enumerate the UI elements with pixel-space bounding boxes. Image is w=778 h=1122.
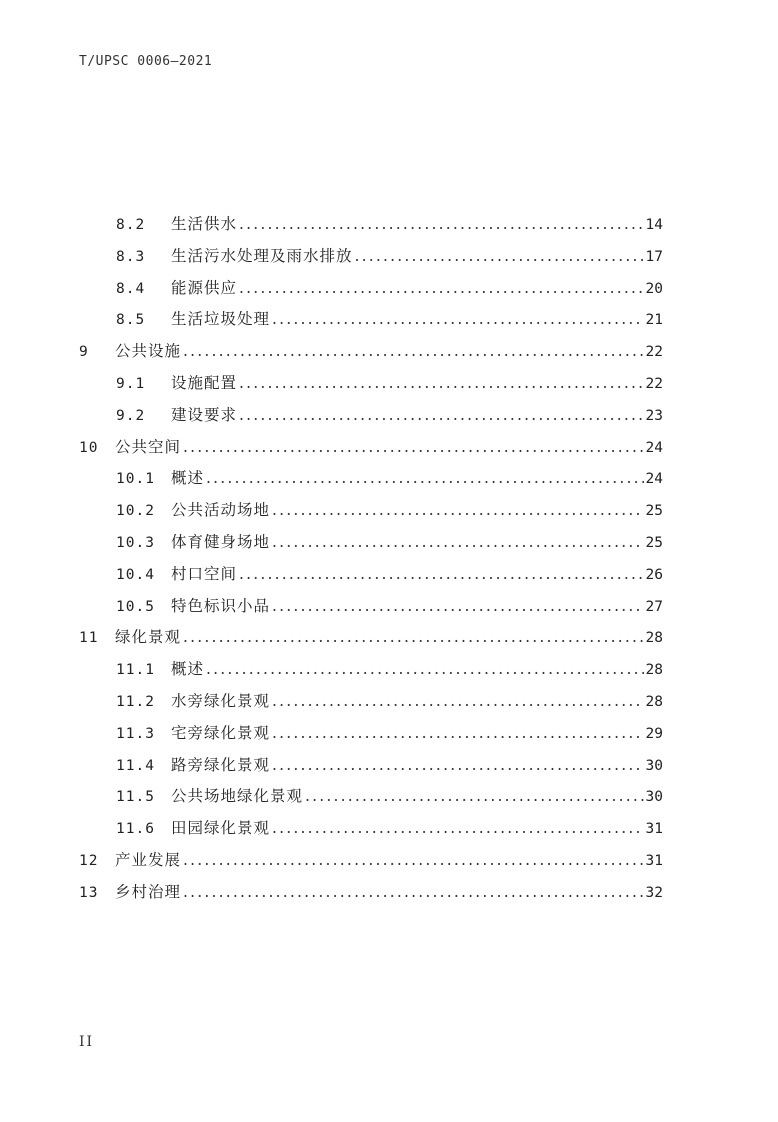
- toc-entry-number: 9: [79, 344, 89, 361]
- table-of-contents: [79, 209, 663, 909]
- toc-entry-title: 绿化景观: [115, 628, 182, 647]
- toc-entry-title: 乡村治理: [115, 882, 182, 901]
- toc-entry-number: 9.1: [116, 375, 146, 392]
- toc-dot-leader: [206, 654, 644, 686]
- toc-entry-page: 30: [645, 789, 663, 806]
- toc-entry[interactable]: [79, 718, 663, 750]
- toc-entry-title: 宅旁绿化景观: [171, 723, 271, 742]
- toc-entry-title: 路旁绿化景观: [171, 755, 271, 774]
- toc-entry-page: 28: [645, 693, 663, 710]
- toc-entry-title: 公共空间: [115, 437, 182, 456]
- toc-entry-page: 31: [645, 821, 663, 838]
- toc-entry-title: 建设要求: [171, 405, 238, 424]
- toc-dot-leader: [272, 304, 644, 336]
- toc-entry-title: 生活供水: [171, 215, 238, 233]
- toc-dot-leader: [305, 781, 644, 813]
- toc-dot-leader: [239, 400, 644, 432]
- toc-entry-number: 11.4: [116, 757, 155, 774]
- toc-dot-leader: [183, 622, 644, 654]
- toc-entry-title: 设施配置: [171, 373, 238, 392]
- toc-entry-number: 11.6: [116, 821, 155, 838]
- page-number: II: [79, 1034, 95, 1050]
- toc-entry-title: 公共活动场地: [171, 501, 271, 520]
- toc-entry[interactable]: [79, 368, 663, 400]
- toc-entry-number: 10.1: [116, 471, 155, 488]
- toc-entry-page: 32: [645, 884, 663, 901]
- toc-entry[interactable]: [79, 209, 663, 241]
- toc-entry-page: 17: [645, 248, 663, 265]
- toc-entry-number: 9.2: [116, 407, 146, 424]
- toc-entry-number: 11.1: [116, 662, 155, 679]
- toc-entry-page: 31: [645, 852, 663, 869]
- toc-entry-title: 田园绿化景观: [171, 819, 271, 838]
- toc-entry-title: 概述: [171, 660, 205, 679]
- toc-dot-leader: [239, 368, 644, 400]
- toc-entry-title: 产业发展: [115, 850, 182, 869]
- toc-dot-leader: [355, 241, 644, 273]
- toc-entry-number: 13: [79, 884, 99, 901]
- toc-entry-page: 25: [645, 534, 663, 551]
- toc-entry[interactable]: [79, 400, 663, 432]
- toc-entry[interactable]: [79, 559, 663, 591]
- toc-dot-leader: [239, 273, 644, 305]
- toc-entry-number: 12: [79, 852, 99, 869]
- toc-entry[interactable]: [79, 591, 663, 623]
- toc-entry-number: 8.4: [116, 280, 146, 297]
- toc-entry-number: 10.3: [116, 534, 155, 551]
- toc-dot-leader: [272, 750, 644, 782]
- toc-entry[interactable]: [79, 686, 663, 718]
- toc-entry-title: 概述: [171, 469, 205, 488]
- toc-entry-page: 26: [645, 566, 663, 583]
- toc-entry[interactable]: [79, 304, 663, 336]
- toc-entry-number: 10: [79, 439, 99, 456]
- toc-entry-page: 14: [645, 217, 663, 233]
- toc-entry-title: 水旁绿化景观: [171, 691, 271, 710]
- toc-entry-number: 11.5: [116, 789, 155, 806]
- toc-entry-title: 生活污水处理及雨水排放: [171, 246, 353, 265]
- toc-entry-page: 29: [645, 725, 663, 742]
- toc-entry[interactable]: [79, 336, 663, 368]
- toc-entry-page: 23: [645, 407, 663, 424]
- toc-entry-page: 20: [645, 280, 663, 297]
- toc-entry-number: 11.3: [116, 725, 155, 742]
- toc-entry-title: 能源供应: [171, 278, 238, 297]
- toc-entry-title: 村口空间: [171, 564, 238, 583]
- toc-entry-title: 公共场地绿化景观: [171, 787, 304, 806]
- toc-entry-title: 公共设施: [115, 342, 182, 361]
- toc-entry-page: 30: [645, 757, 663, 774]
- toc-entry-number: 11.2: [116, 693, 155, 710]
- toc-entry-number: 8.3: [116, 248, 146, 265]
- toc-entry[interactable]: [79, 527, 663, 559]
- toc-dot-leader: [183, 336, 644, 368]
- toc-entry[interactable]: [79, 273, 663, 305]
- toc-entry-page: 28: [645, 630, 663, 647]
- toc-entry[interactable]: [79, 654, 663, 686]
- toc-entry-page: 22: [645, 375, 663, 392]
- toc-entry[interactable]: [79, 622, 663, 654]
- toc-dot-leader: [272, 718, 644, 750]
- toc-entry-number: 8.2: [116, 217, 146, 233]
- toc-entry[interactable]: [79, 241, 663, 273]
- toc-dot-leader: [272, 686, 644, 718]
- toc-entry-number: 10.5: [116, 598, 155, 615]
- toc-entry-page: 22: [645, 344, 663, 361]
- toc-dot-leader: [272, 527, 644, 559]
- toc-entry-title: 体育健身场地: [171, 532, 271, 551]
- toc-entry[interactable]: [79, 813, 663, 845]
- toc-entry[interactable]: [79, 781, 663, 813]
- toc-dot-leader: [272, 813, 644, 845]
- toc-dot-leader: [183, 845, 644, 877]
- toc-entry-page: 21: [645, 312, 663, 329]
- toc-entry-page: 24: [645, 471, 663, 488]
- toc-entry[interactable]: [79, 432, 663, 464]
- toc-dot-leader: [272, 495, 644, 527]
- toc-entry-page: 24: [645, 439, 663, 456]
- toc-dot-leader: [239, 209, 644, 241]
- toc-dot-leader: [272, 591, 644, 623]
- toc-entry[interactable]: [79, 877, 663, 909]
- toc-dot-leader: [206, 463, 644, 495]
- toc-dot-leader: [239, 559, 644, 591]
- toc-dot-leader: [183, 877, 644, 909]
- toc-entry[interactable]: [79, 463, 663, 495]
- toc-entry[interactable]: [79, 495, 663, 527]
- document-code: T/UPSC 0006—2021: [79, 54, 213, 69]
- toc-entry[interactable]: [79, 750, 663, 782]
- toc-entry-number: 8.5: [116, 312, 146, 329]
- toc-entry-title: 特色标识小品: [171, 596, 271, 615]
- toc-entry-title: 生活垃圾处理: [171, 310, 271, 329]
- toc-dot-leader: [183, 432, 644, 464]
- toc-entry-page: 27: [645, 598, 663, 615]
- toc-entry-page: 28: [645, 662, 663, 679]
- toc-entry[interactable]: [79, 845, 663, 877]
- toc-entry-number: 10.4: [116, 566, 155, 583]
- toc-entry-number: 11: [79, 630, 99, 647]
- toc-entry-page: 25: [645, 503, 663, 520]
- toc-entry-number: 10.2: [116, 503, 155, 520]
